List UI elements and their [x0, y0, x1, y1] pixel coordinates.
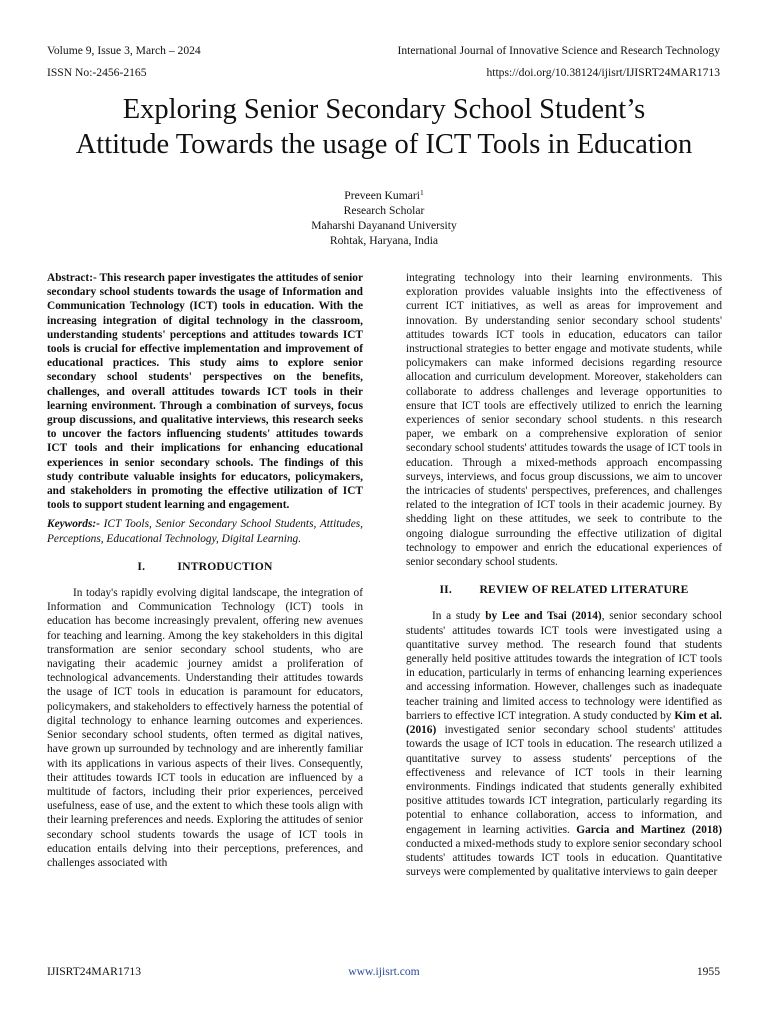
citation-garcia-martinez: Garcia and Martinez (2018) [576, 823, 722, 836]
section-heading-introduction: I. INTRODUCTION [137, 559, 273, 573]
abstract: Abstract:- This research paper investigates the attitudes of senior secondary school students towards the usage of Information and Communication Technology (ICT) tools in education. With the increasing integration of digital technology in the classroom, understanding students' perceptions and attitudes towards ICT tools is crucial for effective implementation and improvement of educational practices. This study aims to explore senior secondary school students' perspectives on the benefits, challenges, and overall attitudes towards ICT tools in their learning environment. Through a combination of surveys, focus group discussions, and qualitative interviews, this research seeks to uncover the factors influencing students' attitudes towards ICT tools and their implications for enhancing educational experiences in senior secondary schools. The findings of this study contribute valuable insights for educators, policymakers, and stakeholders in promoting the effective utilization of ICT tools to support student learning and engagement. [47, 272, 363, 512]
author-affiliation-mark: 1 [419, 188, 424, 197]
footer-page-number: 1955 [696, 965, 720, 978]
introduction-paragraph: In today's rapidly evolving digital landscape, the integration of Information and Communication Technology (ICT) tools in education has become increasingly prevalent, offering new avenues for teaching and learning. Among the key stakeholders in this digital transformation are senior secondary school students, who are navigating their academic journey amidst a proliferation of technological advancements. Understanding their attitudes towards the usage of ICT tools in education is paramount for educators, policymakers, and stakeholders to effectively harness the potential of digital technology to enhance learning outcomes and experiences. Senior secondary school students, often termed as digital natives, have grown up surrounded by technology and are inherently familiar with its applications in various aspects of their lives. Consequently, their attitudes towards ICT tools in education are influenced by a multitude of factors, including their prior experiences, perceived usefulness, ease of use, and the extent to which these tools align with their learning preferences and needs. Exploring the attitudes of senior secondary school students towards the usage of ICT tools in education entails delving into their perceptions, preferences, and challenges associated with [47, 587, 363, 869]
author-location: Rohtak, Haryana, India [329, 234, 439, 247]
doi-link[interactable]: https://doi.org/10.38124/ijisrt/IJISRT24MAR1713 [486, 66, 720, 79]
volume-issue: Volume 9, Issue 3, March – 2024 [47, 44, 201, 57]
keywords-text: ICT Tools, Senior Secondary School Students, Attitudes, Perceptions, Educational Technology, Digital Learning. [47, 518, 363, 545]
footer-paper-id: IJISRT24MAR1713 [47, 965, 141, 978]
right-column [406, 271, 722, 879]
footer-website-link[interactable]: www.ijisrt.com [348, 965, 420, 978]
left-column [47, 271, 363, 870]
author-role: Research Scholar [343, 204, 425, 217]
section-heading-review: II. REVIEW OF RELATED LITERATURE [439, 583, 689, 597]
review-paragraph: In a study by Lee and Tsai (2014), senior secondary school students' attitudes towards ICT tools were investigated using a quantitative survey method. The research found that students generally held positive attitudes towards the integration of ICT tools in education, particularly in terms of enhancing learning experiences and accessing information. However, challenges such as inadequate teacher training and limited access to technology were identified as barriers to effective ICT integration. A study conducted by Kim et al. (2016) investigated senior secondary school students' attitudes towards the usage of ICT tools in education. The research utilized a quantitative survey to assess students' perceptions of the effectiveness and relevance of ICT tools in their learning environments. Findings indicated that students generally exhibited positive attitudes towards ICT integration, particularly regarding its potential to enhance collaboration, access to information, and engagement in learning activities. Garcia and Martinez (2018) conducted a mixed-methods study to explore senior secondary school students' attitudes towards ICT tools in education. Quantitative surveys were complemented by qualitative interviews to gain deeper [406, 610, 722, 879]
paper-title [20, 92, 748, 162]
introduction-continued: integrating technology into their learning environments. This exploration provides valuable insights into the effectiveness of current ICT initiatives, as well as areas for improvement and innovation. By understanding senior secondary school students' attitudes towards ICT tools in education, educators can tailor instructional strategies to better engage and motivate students, while policymakers can make informed decisions regarding resource allocation and curriculum development. Moreover, stakeholders can collaborate to address challenges and leverage opportunities to ensure that ICT tools are effectively utilized to enrich the learning experiences of senior secondary school students. n this research paper, we embark on a comprehensive exploration of senior secondary school students' attitudes towards the usage of ICT tools in education. Through a mixed-methods approach encompassing surveys, interviews, and focus group discussions, we aim to uncover the intricacies of students' perspectives, preferences, and challenges related to the integration of ICT tools in their academic journey. By shedding light on these attitudes, we seek to contribute to the ongoing dialogue surrounding the effective utilization of digital technology to empower and enrich the educational experiences of senior secondary school students. [406, 272, 722, 569]
keywords [47, 517, 363, 545]
citation-lee-tsai: by Lee and Tsai (2014) [485, 610, 602, 623]
author-block [0, 185, 768, 248]
journal-name: International Journal of Innovative Science and Research Technology [397, 44, 720, 57]
keywords-label: Keywords:- [47, 518, 100, 531]
citation-kim: Kim et al. (2016) [406, 709, 722, 737]
issn: ISSN No:-2456-2165 [47, 66, 147, 79]
title-line-2: Attitude Towards the usage of ICT Tools in Education [75, 129, 693, 160]
author-name: Preveen Kumari$^1$ [344, 188, 424, 202]
author-university: Maharshi Dayanand University [311, 219, 457, 232]
title-line-1: Exploring Senior Secondary School Student’s [122, 94, 646, 125]
